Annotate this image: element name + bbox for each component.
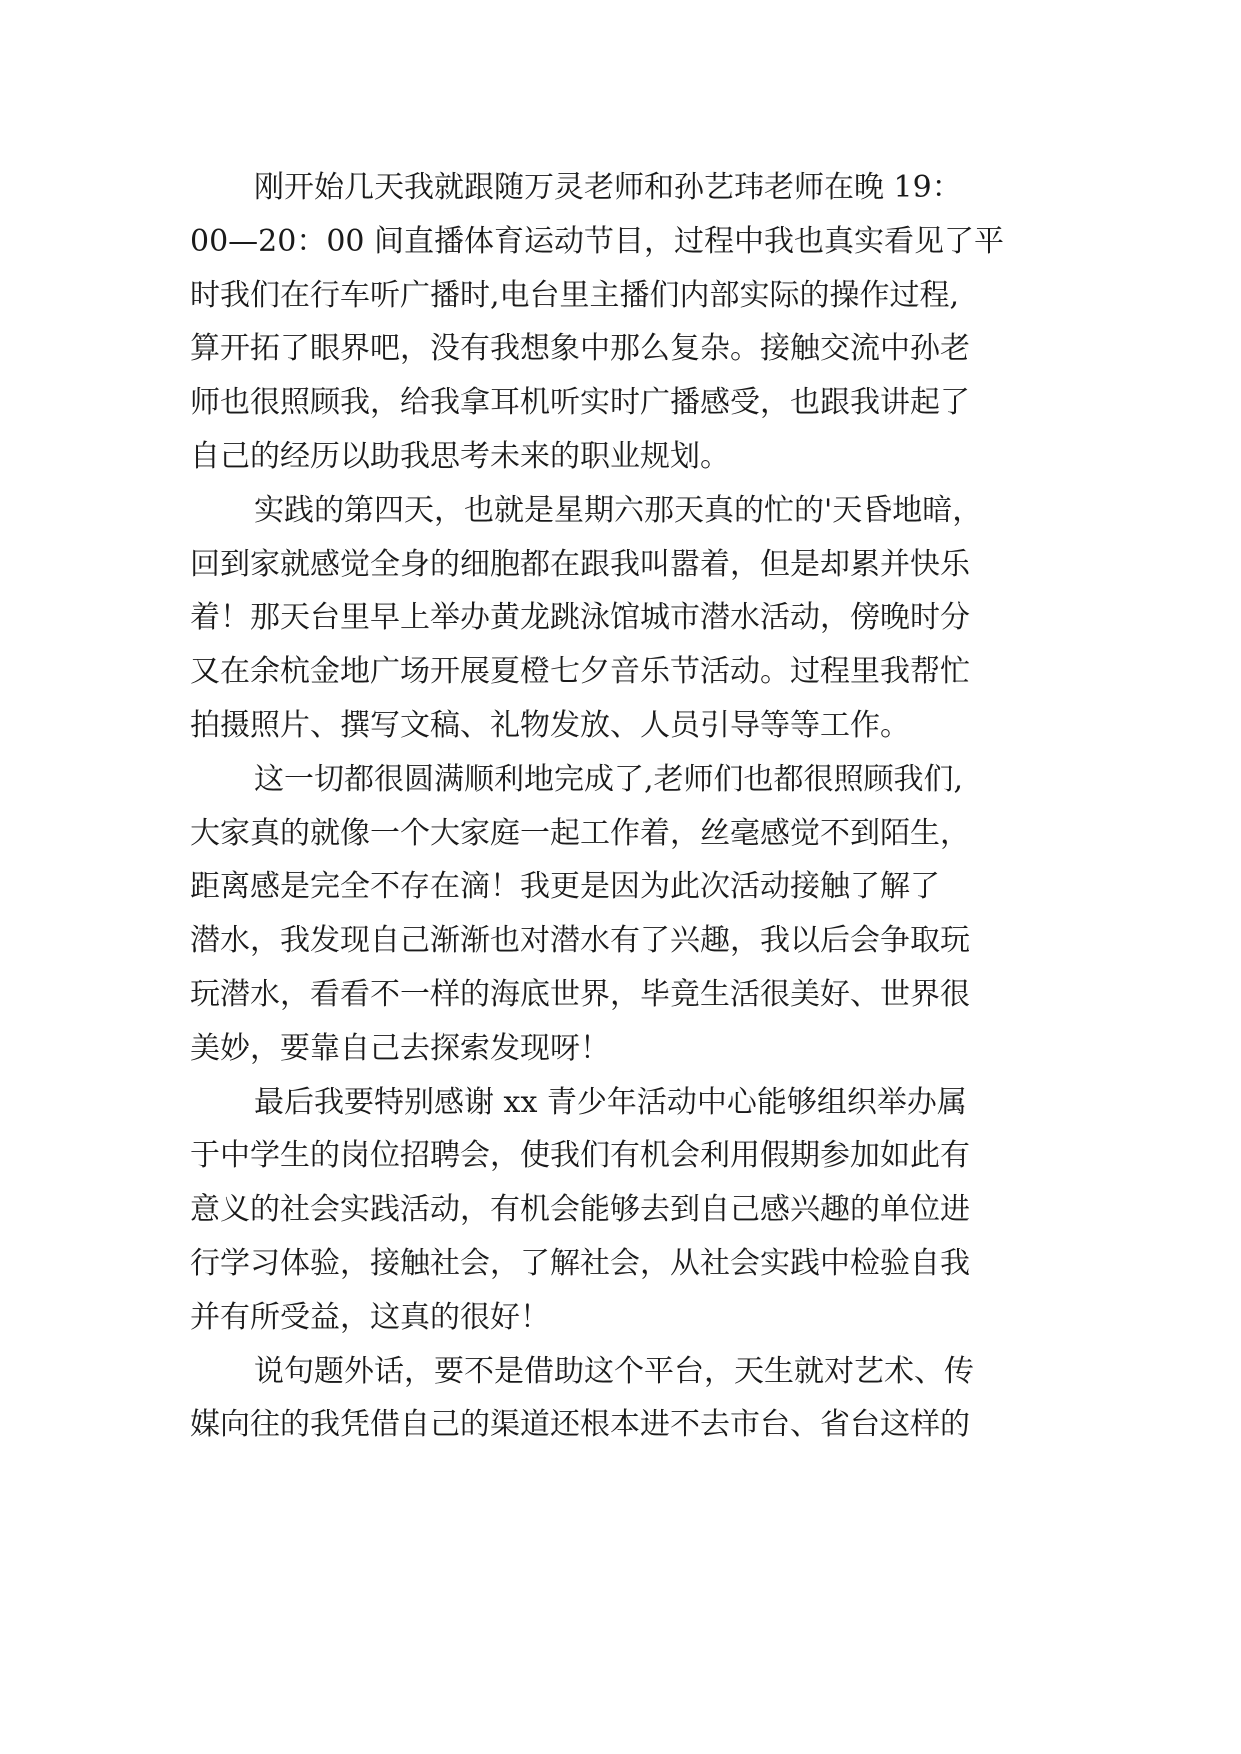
document-body [190,161,1082,1452]
text-line: 实践的第四天，也就是星期六那天真的忙的'天昏地暗， [254,492,983,528]
text-line: 于中学生的岗位招聘会，使我们有机会利用假期参加如此有 [190,1138,970,1174]
text-line: 玩潜水，看看不一样的海底世界，毕竟生活很美好、世界很 [190,976,970,1012]
text-line: 又在余杭金地广场开展夏橙七夕音乐节活动。过程里我帮忙 [190,654,970,690]
text-line: 媒向往的我凭借自己的渠道还根本进不去市台、省台这样的 [190,1407,970,1443]
text-line: 美妙，要靠自己去探索发现呀！ [190,1030,610,1066]
text-line: 大家真的就像一个大家庭一起工作着，丝毫感觉不到陌生， [190,815,970,851]
text-line: 潜水，我发现自己渐渐也对潜水有了兴趣，我以后会争取玩 [190,923,970,959]
text-line: 回到家就感觉全身的细胞都在跟我叫嚣着，但是却累并快乐 [190,546,970,582]
text-line: 着！那天台里早上举办黄龙跳泳馆城市潜水活动，傍晚时分 [190,600,970,636]
text-line: 刚开始几天我就跟随万灵老师和孙艺玮老师在晚 19： [254,170,962,205]
text-line: 距离感是完全不存在滴！我更是因为此次活动接触了解了 [190,869,940,905]
text-line: 意义的社会实践活动，有机会能够去到自己感兴趣的单位进 [190,1192,970,1228]
text-line: 这一切都很圆满顺利地完成了,老师们也都很照顾我们, [254,761,964,797]
text-line: 00—20：00 间直播体育运动节目，过程中我也真实看见了平 [190,223,1005,259]
text-line: 自己的经历以助我思考未来的职业规划。 [190,438,730,474]
text-line: 最后我要特别感谢 xx 青少年活动中心能够组织举办属 [254,1084,967,1120]
text-line: 算开拓了眼界吧，没有我想象中那么复杂。接触交流中孙老 [190,331,970,367]
text-line: 说句题外话，要不是借助这个平台，天生就对艺术、传 [254,1353,974,1389]
text-line: 并有所受益，这真的很好！ [190,1299,550,1335]
text-line: 行学习体验，接触社会，了解社会，从社会实践中检验自我 [190,1245,970,1281]
text-line: 师也很照顾我，给我拿耳机听实时广播感受，也跟我讲起了 [190,385,970,421]
text-line: 拍摄照片、撰写文稿、礼物发放、人员引导等等工作。 [190,707,910,743]
text-line: 时我们在行车听广播时,电台里主播们内部实际的操作过程, [190,277,960,313]
